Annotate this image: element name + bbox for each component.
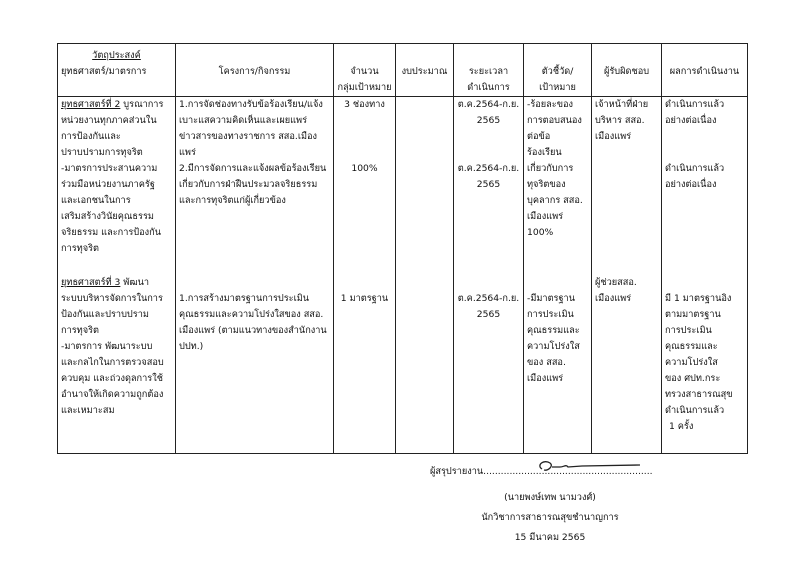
row2-indicator-line: ความโปร่งใส xyxy=(527,341,580,352)
report-date: 15 มีนาคม 2565 xyxy=(514,532,586,543)
row1-indicator-line: เกี่ยวกับการ xyxy=(527,163,574,174)
row1-project-a-line: แพร่ xyxy=(179,147,196,158)
row1-period-b-line: 2565 xyxy=(476,179,501,190)
header-objective: วัตถุประสงค์ xyxy=(92,50,141,61)
row1-strategy-line: -มาตรการประสานความ xyxy=(61,163,158,174)
row2-responsible-line: เมืองแพร่ xyxy=(595,293,632,304)
row2-result-line: ดำเนินการแล้ว xyxy=(665,405,725,416)
row1-strategy-line: บูรณาการ xyxy=(123,99,164,110)
header-indicator xyxy=(524,44,592,97)
row1-strategy-line: จริยธรรม และการป้องกัน xyxy=(61,227,161,238)
row2-result-line: คุณธรรมและ xyxy=(665,341,718,352)
row1-strategy-line: การทุจริต xyxy=(61,243,99,254)
header-period-1: ระยะเวลา xyxy=(468,66,509,77)
header-budget xyxy=(396,44,454,97)
row2-strategy-line: ระบบบริหารจัดการในการ xyxy=(61,293,163,304)
row1-indicator-line: ต่อข้อ xyxy=(527,131,551,142)
row1-responsible-line: เมืองแพร่ xyxy=(595,131,632,142)
row1-strategy-line: การป้องกันและ xyxy=(61,131,121,142)
report-table xyxy=(57,43,748,454)
row2-strategy-line: -มาตรการ พัฒนาระบบ xyxy=(61,341,153,352)
row1-result-cell xyxy=(662,97,748,276)
signature-block xyxy=(450,488,650,548)
header-project xyxy=(176,44,334,97)
row1-strategy-line: เสริมสร้างวินัยคุณธรรม xyxy=(61,211,154,222)
header-quantity xyxy=(334,44,396,97)
row2-strategy-line: และกลไกในการตรวจสอบ xyxy=(61,357,164,368)
row1-strategy-line: หน่วยงานทุกภาคส่วนใน xyxy=(61,115,157,126)
row1-budget-cell xyxy=(396,97,454,276)
signer-name: (นายพงษ์เทพ นามวงศ์) xyxy=(504,492,596,503)
table-row-strategy-3 xyxy=(58,275,748,454)
row1-quantity-cell xyxy=(334,97,396,276)
header-objective-strategy xyxy=(58,44,176,97)
row1-project-cell xyxy=(176,97,334,276)
row2-indicator-line: การประเมิน xyxy=(527,309,574,320)
header-quantity-1: จำนวน xyxy=(350,66,379,77)
row2-strategy-line: ควบคุม และถ่วงดุลการใช้ xyxy=(61,373,163,384)
row1-project-b-line: และการทุจริตแก่ผู้เกี่ยวข้อง xyxy=(179,195,286,206)
header-budget-label: งบประมาณ xyxy=(401,66,448,77)
row2-indicator-line: คุณธรรมและ xyxy=(527,325,580,336)
signer-position: นักวิชาการสาธารณสุขชำนาญการ xyxy=(481,512,619,523)
header-strategy: ยุทธศาสตร์/มาตรการ xyxy=(61,66,147,77)
row1-result-a-line: อย่างต่อเนื่อง xyxy=(665,115,717,126)
row1-responsible-line: บริหาร สสอ. xyxy=(595,115,645,126)
row1-responsible-line: เจ้าหน้าที่ฝ่าย xyxy=(595,99,649,110)
row1-result-b-line: ดำเนินการแล้ว xyxy=(665,163,725,174)
row2-budget-cell xyxy=(396,275,454,454)
row1-quantity-b: 100% xyxy=(351,163,378,174)
row1-strategy-cell xyxy=(58,97,176,276)
row2-indicator-line: เมืองแพร่ xyxy=(527,373,564,384)
row2-strategy-cell xyxy=(58,275,176,454)
row1-strategy-line: ปราบปรามการทุจริต xyxy=(61,147,143,158)
row2-responsible-cell xyxy=(592,275,662,454)
header-period-2: ดำเนินการ xyxy=(467,82,510,93)
row1-strategy-line: ร่วมมือหน่วยงานภาครัฐ xyxy=(61,179,155,190)
row2-project-line: 1.การสร้างมาตรฐานการประเมิน xyxy=(179,293,310,304)
header-indicator-1: ตัวชี้วัด/ xyxy=(541,66,574,77)
table-row-strategy-2 xyxy=(58,97,748,276)
row1-project-b-line: เกี่ยวกับการฝ่าฝืนประมวลจริยธรรม xyxy=(179,179,318,190)
row2-strategy-line: การทุจริต xyxy=(61,325,99,336)
table-header-row xyxy=(58,44,748,97)
row2-strategy-line: และเหมาะสม xyxy=(61,405,115,416)
row1-project-a-line: เบาะแสความคิดเห็นและเผยแพร่ xyxy=(179,115,308,126)
header-responsible-label: ผู้รับผิดชอบ xyxy=(603,66,650,77)
header-period xyxy=(454,44,524,97)
row1-indicator-line: 100% xyxy=(527,227,554,238)
row1-indicator-line: เมืองแพร่ xyxy=(527,211,564,222)
header-indicator-2: เป้าหมาย xyxy=(539,82,576,93)
row2-result-line: ความโปร่งใส xyxy=(665,357,718,368)
row1-result-a-line: ดำเนินการแล้ว xyxy=(665,99,725,110)
row1-project-b-line: 2.มีการจัดการและแจ้งผลข้อร้องเรียน xyxy=(179,163,327,174)
header-quantity-2: กลุ่มเป้าหมาย xyxy=(337,82,392,93)
row2-project-cell xyxy=(176,275,334,454)
row2-quantity: 1 มาตรฐาน xyxy=(340,293,389,304)
row2-responsible-line: ผู้ช่วยสสอ. xyxy=(595,277,637,288)
row1-period-b-line: ต.ค.2564-ก.ย. xyxy=(457,163,520,174)
row2-strategy-title: ยุทธศาสตร์ที่ 3 xyxy=(61,277,121,288)
row1-indicator-line: การตอบสนอง xyxy=(527,115,582,126)
row1-quantity-a: 3 ช่องทาง xyxy=(344,99,385,110)
row2-result-line: การประเมิน xyxy=(665,325,712,336)
row2-result-line: ของ ศปท.กระ xyxy=(665,373,721,384)
row1-period-a-line: ต.ค.2564-ก.ย. xyxy=(457,99,520,110)
row1-strategy-line: และเอกชนในการ xyxy=(61,195,131,206)
row2-strategy-line: ป้องกันและปราบปราม xyxy=(61,309,149,320)
row2-period-cell xyxy=(454,275,524,454)
row1-indicator-line: ร้องเรียน xyxy=(527,147,562,158)
row2-result-line: ทรวงสาธารณสุข xyxy=(665,389,733,400)
row1-indicator-line: บุคลากร สสอ. xyxy=(527,195,583,206)
row2-result-line: มี 1 มาตรฐานอิง xyxy=(665,293,732,304)
row1-indicator-cell xyxy=(524,97,592,276)
row2-result-line: 1 ครั้ง xyxy=(669,421,694,432)
row2-period-line: 2565 xyxy=(476,309,501,320)
row2-result-cell xyxy=(662,275,748,454)
row1-result-b-line: อย่างต่อเนื่อง xyxy=(665,179,717,190)
reporter-label: ผู้สรุปรายงาน.......................................................... xyxy=(430,466,653,477)
row1-indicator-line: -ร้อยละของ xyxy=(527,99,574,110)
header-result xyxy=(662,44,748,97)
header-project-label: โครงการ/กิจกรรม xyxy=(218,66,291,77)
row1-responsible-cell xyxy=(592,97,662,276)
row2-project-line: คุณธรรมและความโปร่งใสของ สสอ. xyxy=(179,309,324,320)
row2-indicator-line: ของ สสอ. xyxy=(527,357,566,368)
row1-project-a-line: 1.การจัดช่องทางรับข้อร้องเรียน/แจ้ง xyxy=(179,99,323,110)
row2-project-line: ปปท.) xyxy=(179,341,204,352)
row1-period-a-line: 2565 xyxy=(476,115,501,126)
row1-strategy-title: ยุทธศาสตร์ที่ 2 xyxy=(61,99,121,110)
row2-strategy-line: อำนาจให้เกิดความถูกต้อง xyxy=(61,389,164,400)
header-responsible xyxy=(592,44,662,97)
row2-period-line: ต.ค.2564-ก.ย. xyxy=(457,293,520,304)
row2-quantity-cell xyxy=(334,275,396,454)
row2-strategy-line: พัฒนา xyxy=(123,277,150,288)
row1-indicator-line: ทุจริตของ xyxy=(527,179,566,190)
handwritten-signature-icon xyxy=(530,455,650,477)
row2-result-line: ตามมาตรฐาน xyxy=(665,309,721,320)
row2-project-line: เมืองแพร่ (ตามแนวทางของสำนักงาน xyxy=(179,325,327,336)
header-result-label: ผลการดำเนินงาน xyxy=(669,66,740,77)
row2-indicator-line: -มีมาตรฐาน xyxy=(527,293,575,304)
row1-project-a-line: ข่าวสารของทางราชการ สสอ.เมือง xyxy=(179,131,318,142)
row1-period-cell xyxy=(454,97,524,276)
row2-indicator-cell xyxy=(524,275,592,454)
